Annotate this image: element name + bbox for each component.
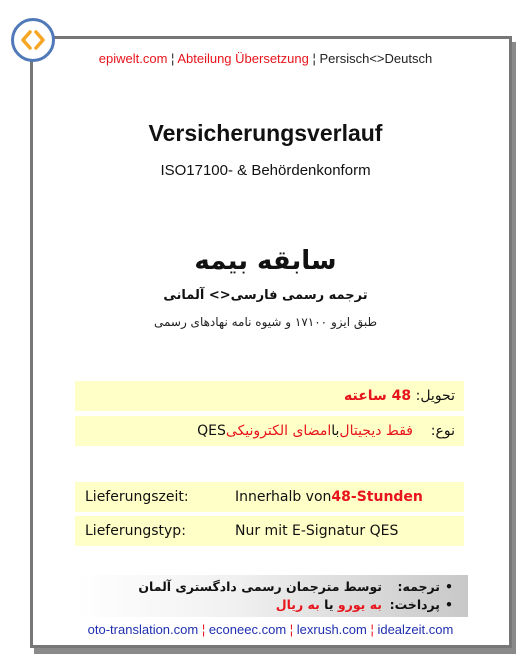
persian-type-with: با (331, 423, 340, 439)
german-delivery-box (75, 482, 464, 512)
footer-translation-label: ترجمه: (397, 579, 440, 594)
footer-translation-value: توسط مترجمان رسمی دادگستری آلمان (138, 579, 382, 594)
persian-type-esign: امضای الکترونیکی (225, 423, 332, 439)
site-link[interactable]: epiwelt.com (98, 51, 168, 66)
persian-type-label: نوع: (430, 423, 455, 439)
german-type-label: Lieferungstyp: (85, 523, 186, 539)
bottom-links (0, 622, 531, 637)
header-line (0, 51, 531, 66)
footer-payment-euro: به یورو (337, 597, 382, 612)
link-oto-translation[interactable]: oto-translation.com (87, 622, 199, 637)
header-separator: ¦ (167, 51, 178, 66)
footer-payment-row (276, 597, 458, 612)
link-idealzeit[interactable]: idealzeit.com (377, 622, 454, 637)
german-delivery-value: 48-Stunden (331, 489, 423, 505)
footer-payment-rial: به ریال (275, 597, 320, 612)
german-delivery-label: Lieferungszeit: (85, 489, 189, 505)
document-subtitle: ISO17100- & Behördenkonform (160, 162, 371, 179)
link-lexrush[interactable]: lexrush.com (296, 622, 367, 637)
persian-delivery-value: 48 ساعته (344, 388, 412, 404)
persian-type-qes: QES (197, 423, 226, 439)
footer-translation-row (138, 579, 458, 594)
persian-note: طبق ایزو ۱۷۱۰۰ و شیوه نامه نهادهای رسمی (153, 315, 378, 329)
persian-subtitle: ترجمه رسمی فارسی<> آلمانی (163, 288, 368, 303)
link-separator: ¦ (198, 622, 209, 637)
header-separator: ¦ (308, 51, 320, 66)
bullet-icon: • (445, 597, 453, 612)
footer-payment-label: پرداخت: (389, 597, 440, 612)
language-pair: Persisch<>Deutsch (319, 51, 433, 66)
persian-type-box (75, 416, 464, 446)
link-econeec[interactable]: econeec.com (208, 622, 287, 637)
document-title: Versicherungsverlauf (148, 120, 383, 146)
link-separator: ¦ (286, 622, 297, 637)
persian-title: سابقه بیمه (194, 246, 337, 276)
footer-info-box (75, 575, 468, 617)
persian-delivery-box (75, 381, 464, 411)
footer-payment-or: یا (319, 597, 338, 612)
persian-type-digital: فقط دیجیتال (339, 423, 413, 439)
link-separator: ¦ (366, 622, 378, 637)
german-type-box (75, 516, 464, 546)
german-type-value: Nur mit E-Signatur QES (235, 523, 399, 539)
bullet-icon: • (445, 579, 453, 594)
german-delivery-prefix: Innerhalb von (235, 489, 332, 505)
persian-delivery-label: تحویل: (415, 388, 455, 404)
department-link[interactable]: Abteilung Übersetzung (177, 51, 309, 66)
